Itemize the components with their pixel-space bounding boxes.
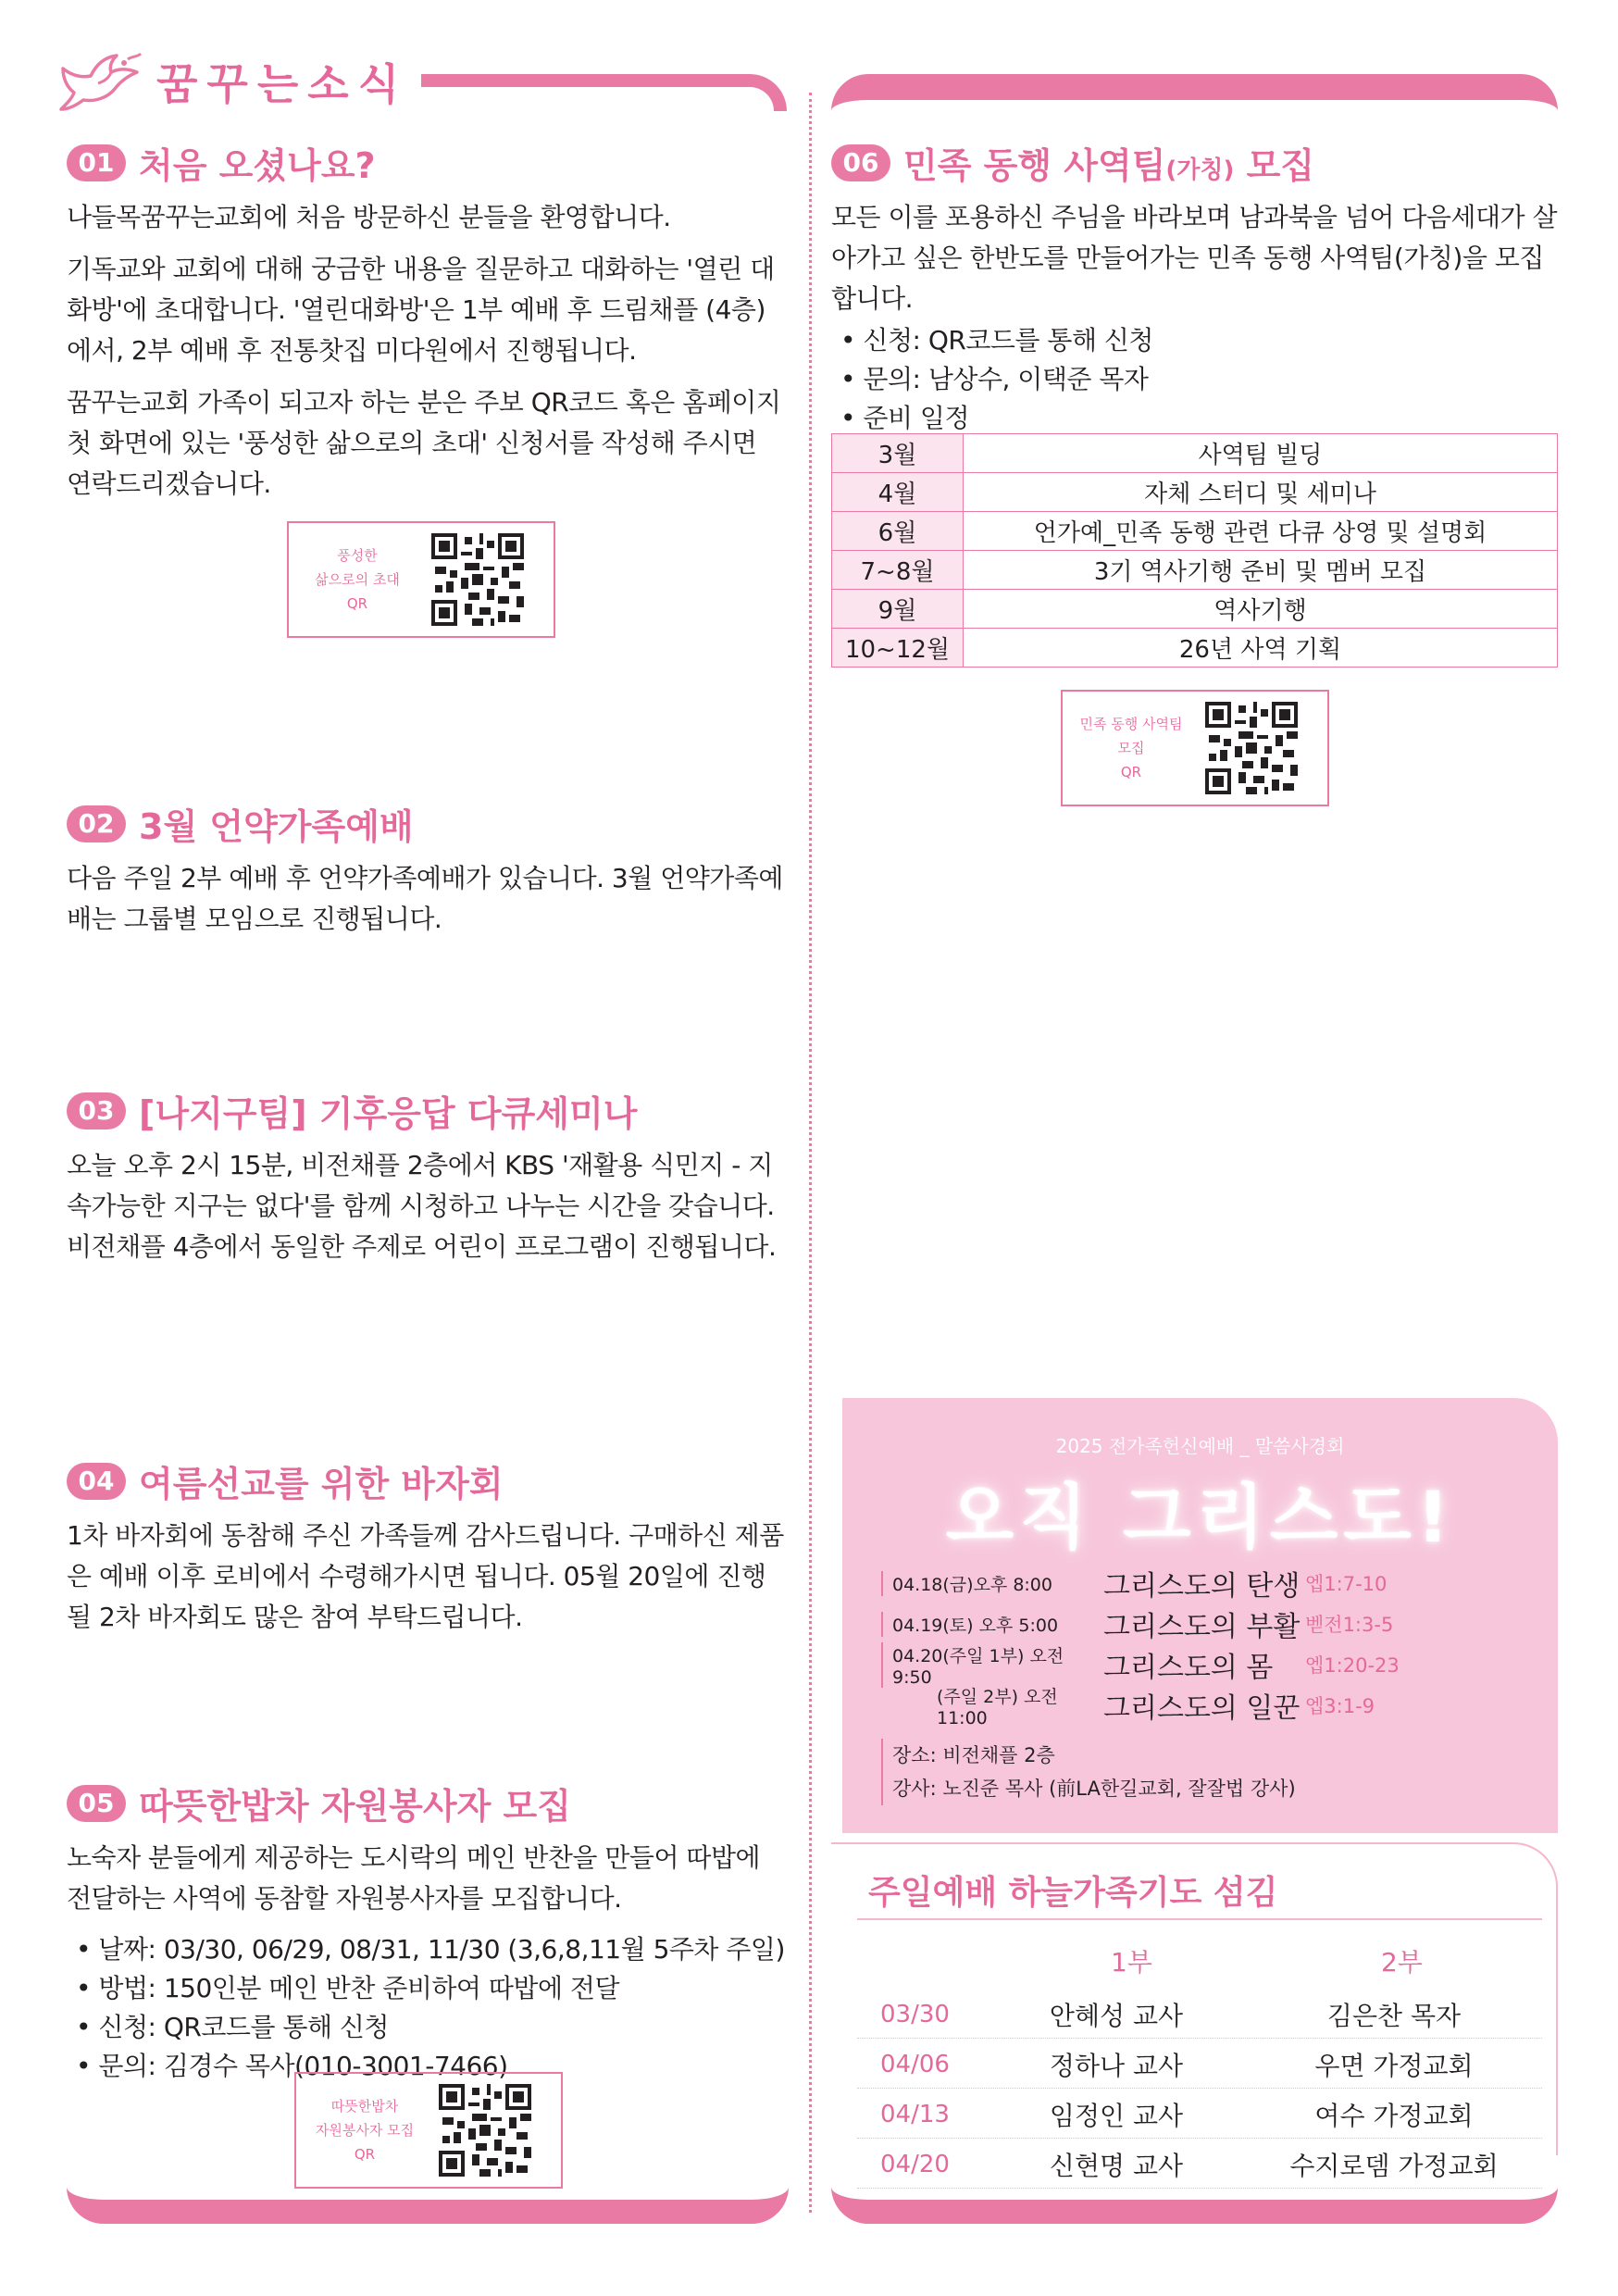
section-header — [831, 137, 1558, 188]
prayer-date: 04/13 — [880, 2100, 950, 2128]
prep-schedule-table — [831, 433, 1558, 668]
schedule-plan: 사역팀 빌딩 — [964, 434, 1558, 473]
section-title: 처음 오셨나요? — [139, 145, 376, 186]
section-header — [67, 1455, 789, 1506]
section-title-main: 민족 동행 사역팀 — [903, 145, 1166, 186]
prayer-row — [857, 2090, 1542, 2139]
qr-label-line: 따뜻한밥차 — [330, 2098, 399, 2115]
bullet-list — [67, 1930, 789, 2086]
schedule-plan: 3기 역사기행 준비 및 멤버 모집 — [964, 551, 1558, 590]
table-row — [832, 512, 1558, 551]
list-item: • 신청: QR코드를 통해 신청 — [831, 321, 1558, 360]
table-row — [832, 434, 1558, 473]
section-06 — [831, 137, 1558, 438]
qr-code-icon[interactable] — [1205, 702, 1298, 794]
revival-event-card — [842, 1398, 1558, 1833]
prayer-date: 03/30 — [880, 2000, 950, 2028]
section-05 — [67, 1778, 789, 2086]
event-row — [881, 1565, 1529, 1602]
section-title: 3월 언약가족예배 — [139, 806, 414, 847]
list-item: • 신청: QR코드를 통해 신청 — [67, 2008, 789, 2047]
section-03 — [67, 1085, 789, 1279]
prayer-col-1: 1부 — [1111, 1947, 1152, 1978]
prayer-row — [857, 2140, 1542, 2189]
section-number-badge: 03 — [67, 1092, 126, 1129]
section-title-note: (가칭) — [1165, 156, 1235, 184]
event-date: 04.20(주일 1부) 오전 9:50 — [881, 1642, 1103, 1688]
event-subtitle: 2025 전가족헌신예배 _ 말씀사경회 — [1055, 1435, 1345, 1457]
section-01 — [67, 137, 789, 516]
table-row — [832, 473, 1558, 512]
event-date: 04.18(금)오후 8:00 — [881, 1571, 1103, 1596]
qr-label-line: 풍성한 — [337, 547, 378, 564]
section-header — [67, 798, 789, 849]
section-number-badge: 01 — [67, 144, 126, 181]
prayer-leader: 정하나 교사 — [1049, 2050, 1184, 2081]
table-row — [832, 590, 1558, 629]
prayer-leader: 안혜성 교사 — [1049, 2000, 1184, 2031]
masthead-title: 꿈꾸는소식 — [156, 59, 409, 109]
event-scripture: 엡1:20-23 — [1305, 1654, 1400, 1677]
section-title-tail: 모집 — [1246, 145, 1315, 186]
event-row — [881, 1605, 1529, 1642]
prayer-leader: 우면 가정교회 — [1314, 2050, 1474, 2081]
schedule-month: 4월 — [832, 473, 964, 512]
schedule-month: 7~8월 — [832, 551, 964, 590]
section-title — [903, 137, 1314, 188]
qr-label-line: QR — [1120, 764, 1142, 780]
schedule-plan: 언가예_민족 동행 관련 다큐 상영 및 설명회 — [964, 512, 1558, 551]
prayer-date: 04/06 — [880, 2050, 950, 2078]
qr-label-line: QR — [354, 2146, 376, 2163]
event-scripture: 엡1:7-10 — [1305, 1573, 1388, 1595]
qr-invitation[interactable] — [287, 521, 555, 638]
prayer-date: 04/20 — [880, 2150, 950, 2178]
section-paragraph: 모든 이를 포용하신 주님을 바라보며 남과북을 넘어 다음세대가 살아가고 싶은 한반도를 만들어가는 민족 동행 사역팀(가칭)을 모집합니다. — [831, 202, 1558, 314]
qr-code-icon[interactable] — [431, 533, 524, 626]
column-divider — [809, 93, 812, 2213]
list-item: • 방법: 150인분 메인 반찬 준비하여 따밥에 전달 — [67, 1969, 789, 2008]
event-scripture: 엡3:1-9 — [1305, 1695, 1375, 1717]
header-bar-left — [421, 74, 787, 111]
qr-code-icon[interactable] — [439, 2084, 531, 2177]
prayer-row — [857, 2040, 1542, 2089]
prayer-leader: 임정인 교사 — [1049, 2100, 1184, 2131]
event-scripture: 벧전1:3-5 — [1305, 1614, 1394, 1636]
section-title: [나지구팀] 기후응답 다큐세미나 — [139, 1093, 638, 1134]
section-paragraph: 기독교와 교회에 대해 궁금한 내용을 질문하고 대화하는 '열린 대화방'에 초대합니다. '열린대화방'은 1부 예배 후 드림채플 (4층)에서, 2부 예배 후 전통찻집 미다원에서 진행됩니다. — [67, 254, 775, 366]
section-title: 여름선교를 위한 바자회 — [139, 1464, 504, 1504]
section-paragraph: 노숙자 분들에게 제공하는 도시락의 메인 반찬을 만들어 따밥에 전달하는 사역에 동참할 자원봉사자를 모집합니다. — [67, 1842, 761, 1914]
schedule-month: 3월 — [832, 434, 964, 473]
section-number-badge: 06 — [831, 144, 890, 181]
section-title: 따뜻한밥차 자원봉사자 모집 — [139, 1786, 571, 1827]
event-theme: 그리스도의 몸 — [1103, 1652, 1274, 1684]
section-paragraph: 1차 바자회에 동참해 주신 가족들께 감사드립니다. 구매하신 제품은 예배 이후 로비에서 수령해가시면 됩니다. 05월 20일에 진행될 2차 바자회도 많은 참여 부탁드립니다. — [67, 1520, 784, 1632]
qr-label-line: QR — [346, 595, 368, 612]
schedule-month: 9월 — [832, 590, 964, 629]
list-item: • 준비 일정 — [831, 399, 1558, 438]
event-row — [881, 1686, 1529, 1728]
section-paragraph: 오늘 오후 2시 15분, 비전채플 2층에서 KBS '재활용 식민지 - 지속가능한 지구는 없다'를 함께 시청하고 나누는 시간을 갖습니다. 비전채플 4층에서 동일한 주제로 어린이 프로그램이 진행됩니다. — [67, 1150, 777, 1262]
qr-volunteer[interactable] — [294, 2072, 563, 2189]
event-theme: 그리스도의 부활 — [1103, 1611, 1301, 1643]
schedule-plan: 26년 사역 기획 — [964, 629, 1558, 668]
qr-label-line: 민족 동행 사역팀 — [1079, 716, 1183, 732]
qr-label-line: 자원봉사자 모집 — [315, 2122, 415, 2139]
section-header — [67, 1778, 789, 1828]
event-date: (주일 2부) 오전 11:00 — [937, 1686, 1058, 1728]
qr-label-line: 모집 — [1117, 740, 1145, 756]
section-paragraph: 다음 주일 2부 예배 후 언약가족예배가 있습니다. 3월 언약가족예배는 그룹별 모임으로 진행됩니다. — [67, 863, 783, 934]
qr-label — [309, 2094, 420, 2166]
section-header — [67, 137, 789, 188]
prayer-leader: 김은찬 목자 — [1326, 2000, 1462, 2031]
schedule-plan: 역사기행 — [964, 590, 1558, 629]
masthead — [56, 48, 408, 115]
schedule-month: 10~12월 — [832, 629, 964, 668]
table-row — [832, 551, 1558, 590]
prayer-row — [857, 1990, 1542, 2039]
schedule-month: 6월 — [832, 512, 964, 551]
section-header — [67, 1085, 789, 1136]
event-row — [881, 1645, 1529, 1688]
prayer-leader: 여수 가정교회 — [1314, 2100, 1474, 2131]
section-number-badge: 05 — [67, 1785, 126, 1822]
prayer-title: 주일예배 하늘가족기도 섬김 — [868, 1874, 1278, 1912]
qr-label — [1076, 712, 1187, 784]
prayer-col-2: 2부 — [1381, 1947, 1423, 1978]
prayer-leader: 수지로뎀 가정교회 — [1289, 2150, 1499, 2181]
qr-label — [302, 543, 413, 616]
dove-icon — [56, 48, 143, 115]
qr-label-line: 삶으로의 초대 — [315, 571, 400, 588]
event-theme: 그리스도의 탄생 — [1103, 1570, 1301, 1603]
header-bar-right — [831, 74, 1558, 111]
event-place: 장소: 비전채플 2층 — [892, 1744, 1055, 1766]
section-02 — [67, 798, 789, 951]
qr-ministry-team[interactable] — [1061, 690, 1329, 806]
bullet-list — [831, 321, 1558, 438]
prayer-rule — [857, 1918, 1542, 1920]
list-item: • 날짜: 03/30, 06/29, 08/31, 11/30 (3,6,8,11월 5주차 주일) — [67, 1930, 789, 1969]
section-04 — [67, 1455, 789, 1649]
schedule-plan: 자체 스터디 및 세미나 — [964, 473, 1558, 512]
section-paragraph: 나들목꿈꾸는교회에 처음 방문하신 분들을 환영합니다. — [67, 202, 671, 232]
list-item: • 문의: 남상수, 이택준 목자 — [831, 360, 1558, 399]
event-title: 오직 그리스도! — [945, 1476, 1455, 1558]
list-item: • 문의: 김경수 목사(010-3001-7466) — [67, 2047, 789, 2086]
section-paragraph: 꿈꾸는교회 가족이 되고자 하는 분은 주보 QR코드 혹은 홈페이지 첫 화면에 있는 '풍성한 삶으로의 초대' 신청서를 작성해 주시면 연락드리겠습니다. — [67, 387, 781, 499]
event-date: 04.19(토) 오후 5:00 — [881, 1612, 1103, 1637]
table-row — [832, 629, 1558, 668]
event-info — [881, 1739, 1296, 1805]
event-speaker: 강사: 노진준 목사 (前LA한길교회, 잘잘법 강사) — [892, 1778, 1296, 1800]
event-theme: 그리스도의 일꾼 — [1103, 1692, 1301, 1725]
section-number-badge: 02 — [67, 805, 126, 842]
prayer-leader: 신현명 교사 — [1049, 2150, 1184, 2181]
section-number-badge: 04 — [67, 1463, 126, 1500]
